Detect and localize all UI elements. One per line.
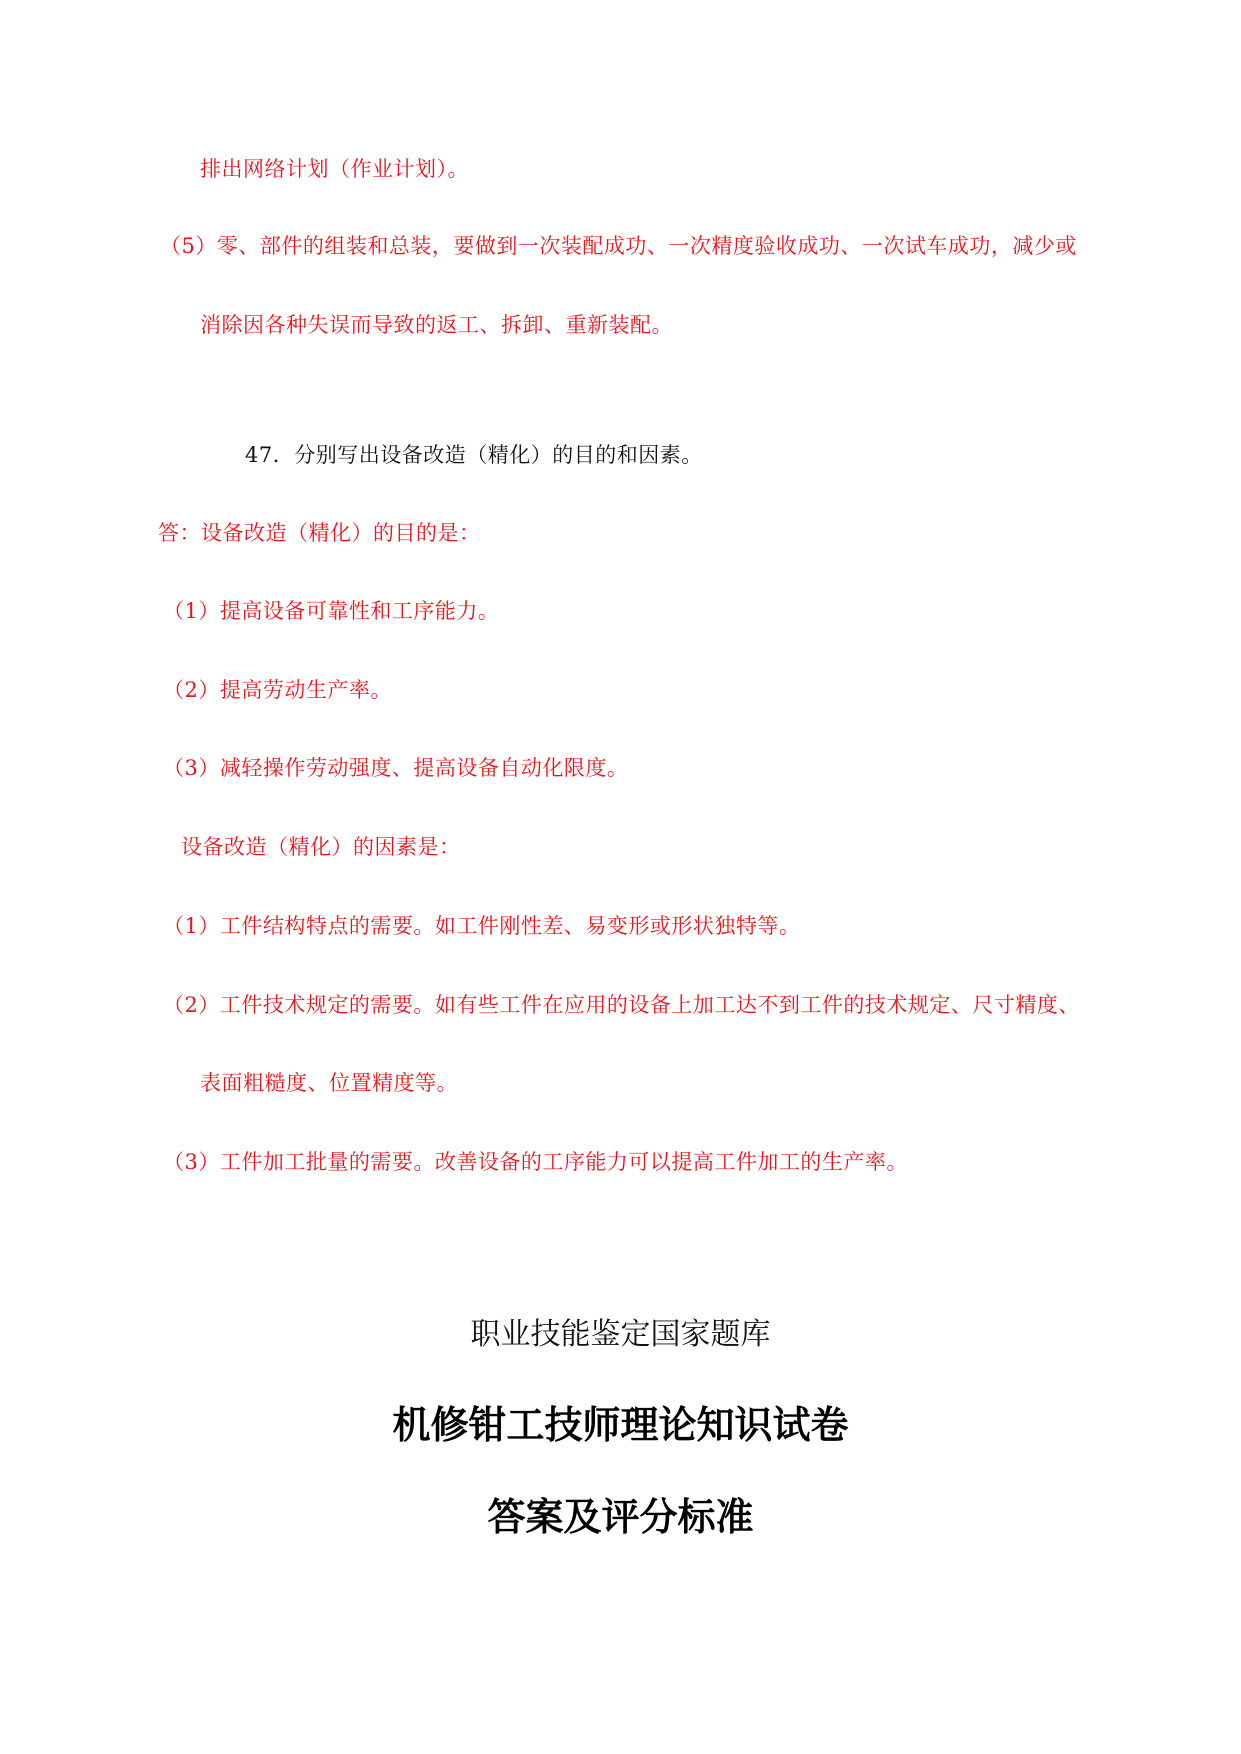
answer-factor-2-line-1: （2）工件技术规定的需要。如有些工件在应用的设备上加工达不到工件的技术规定、尺寸精度、 (163, 993, 1080, 1017)
answer-factor-1: （1）工件结构特点的需要。如工件刚性差、易变形或形状独特等。 (163, 914, 801, 938)
answer-factor-3: （3）工件加工批量的需要。改善设备的工序能力可以提高工件加工的生产率。 (163, 1150, 908, 1174)
answer-line-plan: 排出网络计划（作业计划）。 (200, 157, 469, 181)
answer-item-5-line-2: 消除因各种失误而导致的返工、拆卸、重新装配。 (200, 313, 673, 337)
answer-key-title: 答案及评分标准 (487, 1495, 754, 1539)
answer-purpose-item-2: （2）提高劳动生产率。 (163, 678, 392, 702)
question-bank-title: 职业技能鉴定国家题库 (470, 1317, 771, 1352)
answer-item-5-line-1: （5）零、部件的组装和总装，要做到一次装配成功、一次精度验收成功、一次试车成功，减少或 (160, 234, 1077, 258)
question-47: 47．分别写出设备改造（精化）的目的和因素。 (245, 443, 703, 467)
answer-factors-heading: 设备改造（精化）的因素是： (181, 835, 461, 859)
exam-title: 机修钳工技师理论知识试卷 (392, 1403, 849, 1447)
answer-factor-2-line-2: 表面粗糙度、位置精度等。 (200, 1071, 458, 1095)
answer-purpose-item-3: （3）减轻操作劳动强度、提高设备自动化限度。 (163, 756, 629, 780)
answer-purpose-item-1: （1）提高设备可靠性和工序能力。 (163, 599, 500, 623)
answer-purpose-heading: 答：设备改造（精化）的目的是： (158, 521, 481, 545)
